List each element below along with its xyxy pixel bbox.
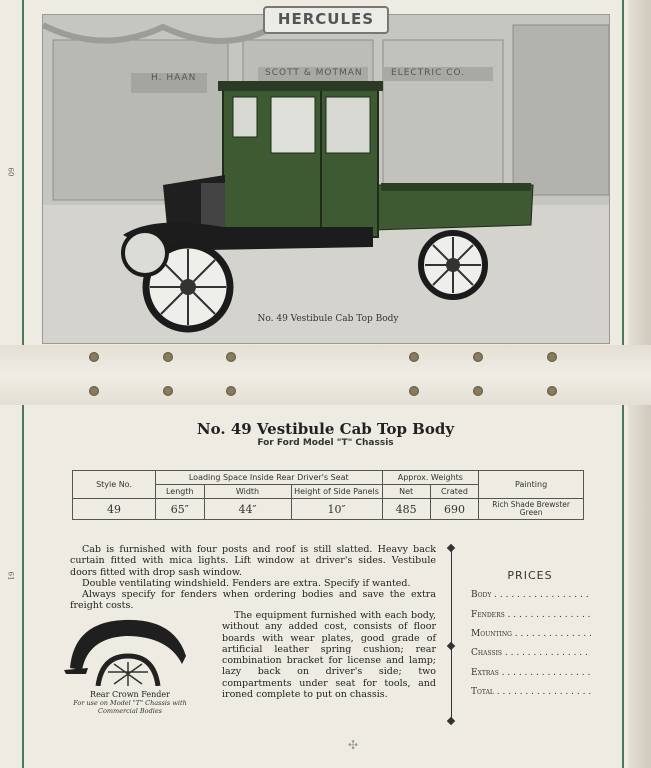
length-cell: 65″	[156, 499, 204, 520]
binding-hole	[89, 352, 99, 362]
net-cell: 485	[382, 499, 430, 520]
storefront-sign-3: ELECTRIC CO.	[391, 68, 466, 78]
photo-caption: No. 49 Vestibule Cab Top Body	[257, 314, 399, 324]
binding-hole	[409, 386, 419, 396]
width-cell: 44″	[204, 499, 291, 520]
bottom-ornament: ✣	[348, 738, 359, 752]
description-paragraph: Double ventilating windshield. Fenders are extra. Specify if wanted.	[82, 577, 411, 589]
binding-hole	[163, 386, 173, 396]
price-row-chassis: Chassis . . .	[471, 648, 591, 658]
net-header: Net	[382, 485, 430, 499]
storefront-sign-1: H. HAAN	[151, 73, 197, 83]
painting-header: Painting	[479, 471, 584, 499]
equipment-paragraph: The equipment furnished with each body, without any added cost, consists of floor boards with wear plates, good grade of artificial leather spring cushion; rear combination bracket for license and lamp; lazy back on driver's side; two compartments under seat for tools, and ironed complete to put on chassis.	[222, 610, 436, 701]
prices-heading: PRICES	[507, 569, 553, 582]
width-header: Width	[204, 485, 291, 499]
weights-header: Approx. Weights	[382, 471, 479, 485]
price-row-mounting: Mounting . . .	[471, 629, 591, 639]
page-subtitle: For Ford Model "T" Chassis	[257, 438, 394, 448]
binding-hole	[226, 386, 236, 396]
binding-hole	[163, 352, 173, 362]
spec-table	[72, 470, 584, 520]
description-paragraph: Cab is furnished with four posts and roof is still slatted. Heavy back curtain fitted with mica lights. Lift window at driver's sides. Vestibule doors fitted with drop sash window.	[70, 544, 436, 578]
height-cell: 10″	[291, 499, 382, 520]
binding-hole	[547, 352, 557, 362]
truck-photo	[42, 14, 610, 344]
style-no-header: Style No.	[73, 471, 156, 499]
price-row-total: Total . . .	[471, 687, 591, 697]
price-row-fenders: Fenders . . .	[471, 610, 591, 620]
binding-hole	[226, 352, 236, 362]
storefront-sign-2: SCOTT & MOTMAN	[265, 68, 363, 78]
crated-header: Crated	[430, 485, 478, 499]
style-no-cell: 49	[73, 499, 156, 520]
description-text	[70, 544, 436, 612]
hercules-logo: HERCULES	[263, 6, 389, 34]
length-header: Length	[156, 485, 204, 499]
divider-ornament	[447, 642, 455, 650]
fender-illustration	[64, 612, 190, 686]
binding-hole	[409, 352, 419, 362]
divider-ornament	[447, 717, 455, 725]
loading-space-header: Loading Space Inside Rear Driver's Seat	[156, 471, 382, 485]
height-header: Height of Side Panels	[291, 485, 382, 499]
fender-caption: Rear Crown Fender	[90, 690, 170, 699]
prices-divider	[451, 548, 452, 722]
truck-illustration	[43, 15, 609, 343]
table-row	[73, 499, 584, 520]
price-row-body: Body . . .	[471, 590, 591, 600]
page-number: 60	[6, 167, 15, 177]
page-title: No. 49 Vestibule Cab Top Body	[196, 420, 455, 438]
binding-hole	[473, 352, 483, 362]
fender-note: For use on Model "T" Chassis with Commercial Bodies	[73, 699, 187, 715]
description-paragraph: Always specify for fenders when ordering bodies and save the extra freight costs.	[70, 589, 436, 612]
binding-hole	[547, 386, 557, 396]
page-number-lower: 61	[6, 571, 15, 581]
price-row-extras: Extras . . .	[471, 668, 591, 678]
binding-hole	[89, 386, 99, 396]
painting-cell: Rich Shade Brewster Green	[479, 499, 584, 520]
crated-cell: 690	[430, 499, 478, 520]
binding-hole	[473, 386, 483, 396]
divider-ornament	[447, 544, 455, 552]
